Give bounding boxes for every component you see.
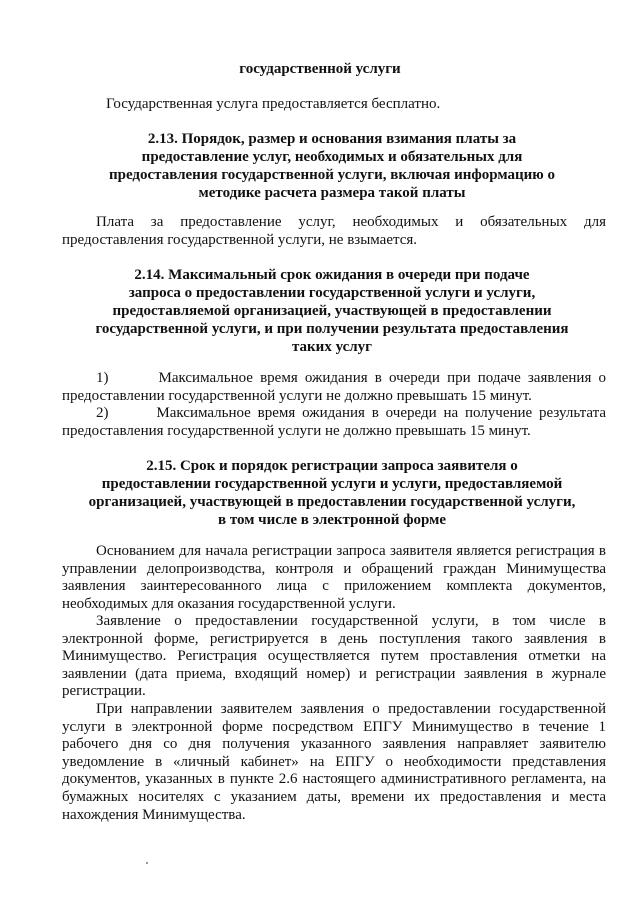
- paragraph-line: услуги в электронной форме посредством ЕПГУ Минимущество в течение 1: [62, 718, 606, 735]
- heading-line: предоставлении государственной услуги и услуги, предоставляемой: [101, 476, 563, 492]
- paragraph-line: предоставления государственной услуги, не взымается.: [62, 231, 418, 248]
- paragraph-line: Минимущество. Регистрация осуществляется путем проставления отметки на: [62, 648, 606, 665]
- list-text: Максимальное время ожидания в очереди при подаче заявления о: [158, 370, 606, 386]
- list-item-1: [62, 370, 606, 405]
- heading-line: организацией, участвующей в предоставлении государственной услуги,: [88, 494, 576, 510]
- paragraph-line: регистрации.: [62, 683, 146, 700]
- paragraph-line: управлении делопроизводства, контроля и обращений граждан Минимущества: [62, 560, 606, 577]
- paragraph-line: Заявление о предоставлении государственной услуги, в том числе в: [96, 613, 606, 629]
- scan-speck: [146, 862, 148, 864]
- heading-line: государственной услуги, и при получении результата предоставления: [95, 321, 569, 337]
- continued-heading: государственной услуги: [239, 61, 401, 77]
- list-item-line: предоставления государственной услуги не должно превышать 15 минут.: [62, 422, 531, 439]
- paragraph-line: необходимых для оказания государственной услуги.: [62, 595, 396, 612]
- paragraph-line: электронной форме, регистрируется в день поступления такого заявления в: [62, 630, 606, 647]
- paragraph-line: нахождения Минимущества.: [62, 806, 246, 823]
- paragraph-statement-registration: [62, 613, 606, 701]
- heading-line: 2.13. Порядок, размер и основания взимания платы за: [147, 131, 517, 147]
- paragraph-line: При направлении заявителем заявления о предоставлении государственной: [96, 701, 606, 717]
- paragraph-line: Основанием для начала регистрации запроса заявителя является регистрация в: [96, 543, 606, 559]
- heading-line: предоставление услуг, необходимых и обязательных для: [141, 149, 523, 165]
- paragraph-line: документов, указанных в пункте 2.6 настоящего административного регламента, на: [62, 771, 606, 788]
- paragraph-line: заявлении (дата приема, входящий номер) и регистрации заявления в журнале: [62, 665, 606, 682]
- list-item-line: предоставлении государственной услуги не должно превышать 15 минут.: [62, 387, 532, 404]
- paragraph-line: Плата за предоставление услуг, необходимых и обязательных для: [96, 214, 606, 230]
- heading-line: 2.15. Срок и порядок регистрации запроса заявителя о: [146, 458, 518, 474]
- list-text: Максимальное время ожидания в очереди на получение результата: [156, 405, 606, 421]
- heading-line: предоставления государственной услуги, включая информацию о: [108, 167, 556, 183]
- section-heading-2-13: [60, 130, 604, 202]
- list-item-line: [62, 370, 606, 388]
- list-number: 1): [96, 370, 109, 386]
- paragraph-registration-basis: [62, 543, 606, 613]
- section-heading-2-14: [60, 266, 604, 356]
- section-heading-2-15: [60, 457, 604, 529]
- heading-line: 2.14. Максимальный срок ожидания в очереди при подаче: [134, 267, 530, 283]
- paragraph-free-service: Государственная услуга предоставляется бесплатно.: [106, 96, 441, 112]
- heading-line: предоставляемой организацией, участвующей в предоставлении: [112, 303, 552, 319]
- paragraph-line: заявления заинтересованного лица с приложением комплекта документов,: [62, 578, 606, 595]
- heading-line: в том числе в электронной форме: [217, 512, 446, 528]
- heading-line: методике расчета размера такой платы: [198, 185, 466, 201]
- paragraph-line: бумажных носителях с указанием даты, времени их предоставления и места: [62, 788, 606, 805]
- list-item-2: [62, 405, 606, 440]
- paragraph-line: уведомление в «личный кабинет» на ЕПГУ о необходимости представления: [62, 753, 606, 770]
- paragraph-epgu-notification: [62, 701, 606, 824]
- heading-line: запроса о предоставлении государственной услуги и услуги,: [128, 285, 536, 301]
- paragraph-fee: [62, 214, 606, 249]
- heading-line: таких услуг: [291, 339, 372, 355]
- list-number: 2): [96, 405, 109, 421]
- list-item-line: [62, 405, 606, 423]
- paragraph-line: рабочего дня со дня получения указанного заявления направляет заявителю: [62, 736, 606, 753]
